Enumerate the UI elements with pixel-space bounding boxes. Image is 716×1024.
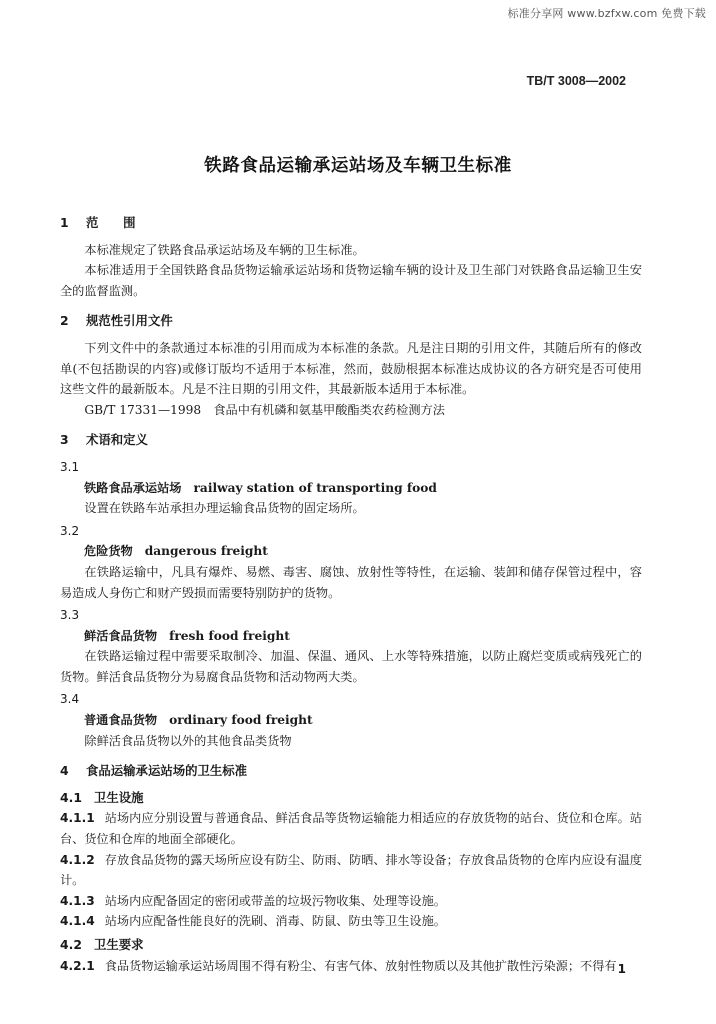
clause xyxy=(60,956,642,977)
term-en: railway station of transporting food xyxy=(193,480,437,495)
term-title xyxy=(84,710,642,731)
term-cn: 普通食品货物 xyxy=(84,713,158,728)
page-number: 1 xyxy=(617,962,626,976)
section-4-heading xyxy=(60,761,642,782)
section-1-heading xyxy=(60,213,642,234)
subsection-4-2-heading xyxy=(60,935,642,956)
clause-text: 站场内应配备固定的密闭或带盖的垃圾污物收集、处理等设施。 xyxy=(104,893,446,908)
paragraph: 本标准适用于全国铁路食品货物运输承运站场和货物运输车辆的设计及卫生部门对铁路食品运输卫生安全的监督监测。 xyxy=(60,263,642,298)
term-en: dangerous freight xyxy=(144,544,268,559)
referenced-standard: GB/T 17331—1998 食品中有机磷和氨基甲酸酯类农药检测方法 xyxy=(84,402,445,417)
clause xyxy=(60,808,642,849)
subsection-title: 卫生设施 xyxy=(94,789,144,805)
term-definition: 设置在铁路车站承担办理运输食品货物的固定场所。 xyxy=(84,501,365,516)
section-number: 2 xyxy=(60,313,69,329)
section-number: 3 xyxy=(60,432,69,448)
term-cn: 铁路食品承运站场 xyxy=(84,480,182,495)
section-title: 食品运输承运站场的卫生标准 xyxy=(86,763,248,779)
term-en: fresh food freight xyxy=(169,628,290,643)
clause-number: 4.1.2 xyxy=(60,852,95,867)
paragraph: 下列文件中的条款通过本标准的引用而成为本标准的条款。凡是注日期的引用文件，其随后所有的修改单(不包括勘误的内容)或修订版均不适用于本标准，然而，鼓励根据本标准达成协议的各方研究是否可使用这些文件的最新版本。凡是不注日期的引用文件，其最新版本适用于本标准。 xyxy=(60,340,642,397)
term-number: 3.2 xyxy=(60,523,80,538)
section-3-heading xyxy=(60,430,642,451)
term-title xyxy=(84,626,642,647)
clause-text: 存放食品货物的露天场所应设有防尘、防雨、防晒、排水等设备；存放食品货物的仓库内应设有温度计。 xyxy=(60,852,642,888)
term-definition: 在铁路运输过程中需要采取制冷、加温、保温、通风、上水等特殊措施，以防止腐烂变质或病残死亡的货物。鲜活食品货物分为易腐食品货物和活动物两大类。 xyxy=(60,649,642,684)
clause xyxy=(60,850,642,891)
document-body xyxy=(60,213,642,976)
document-title: 铁路食品运输承运站场及车辆卫生标准 xyxy=(204,156,512,176)
paragraph: 本标准规定了铁路食品承运站场及车辆的卫生标准。 xyxy=(84,242,365,257)
subsection-title: 卫生要求 xyxy=(94,937,144,952)
clause-text: 食品货物运输承运站场周围不得有粉尘、有害气体、放射性物质以及其他扩散性污染源；不得有 xyxy=(104,958,617,973)
clause-number: 4.1.1 xyxy=(60,811,95,826)
watermark-text: 标准分享网 www.bzfxw.com 免费下载 xyxy=(507,7,706,20)
subsection-number: 4.1 xyxy=(60,789,82,805)
section-title: 术语和定义 xyxy=(86,432,148,448)
standard-code: TB/T 3008—2002 xyxy=(526,74,626,88)
subsection-4-1-heading xyxy=(60,788,642,809)
term-title xyxy=(84,541,642,562)
section-number: 4 xyxy=(60,763,69,779)
clause-number: 4.1.4 xyxy=(60,914,95,929)
clause-number: 4.2.1 xyxy=(60,958,95,973)
term-cn: 危险货物 xyxy=(84,544,133,559)
term-number: 3.4 xyxy=(60,692,80,707)
section-number: 1 xyxy=(60,215,69,230)
clause xyxy=(60,911,642,932)
section-title: 规范性引用文件 xyxy=(86,313,173,329)
term-number: 3.3 xyxy=(60,608,80,623)
clause-number: 4.1.3 xyxy=(60,893,95,908)
section-title: 范 围 xyxy=(86,215,136,230)
clause xyxy=(60,891,642,912)
term-definition: 在铁路运输中，凡具有爆炸、易燃、毒害、腐蚀、放射性等特性，在运输、装卸和储存保管过程中，容易造成人身伤亡和财产毁损而需要特别防护的货物。 xyxy=(60,564,642,600)
term-title xyxy=(84,478,642,499)
subsection-number: 4.2 xyxy=(60,937,82,952)
term-definition: 除鲜活食品货物以外的其他食品类货物 xyxy=(84,733,292,748)
term-number: 3.1 xyxy=(60,459,80,474)
clause-text: 站场内应配备性能良好的洗刷、消毒、防鼠、防虫等卫生设施。 xyxy=(104,914,446,929)
term-cn: 鲜活食品货物 xyxy=(84,628,158,643)
section-2-heading xyxy=(60,311,642,332)
clause-text: 站场内应分别设置与普通食品、鲜活食品等货物运输能力相适应的存放货物的站台、货位和仓库。站台、货位和仓库的地面全部硬化。 xyxy=(60,811,642,847)
term-en: ordinary food freight xyxy=(169,713,313,728)
